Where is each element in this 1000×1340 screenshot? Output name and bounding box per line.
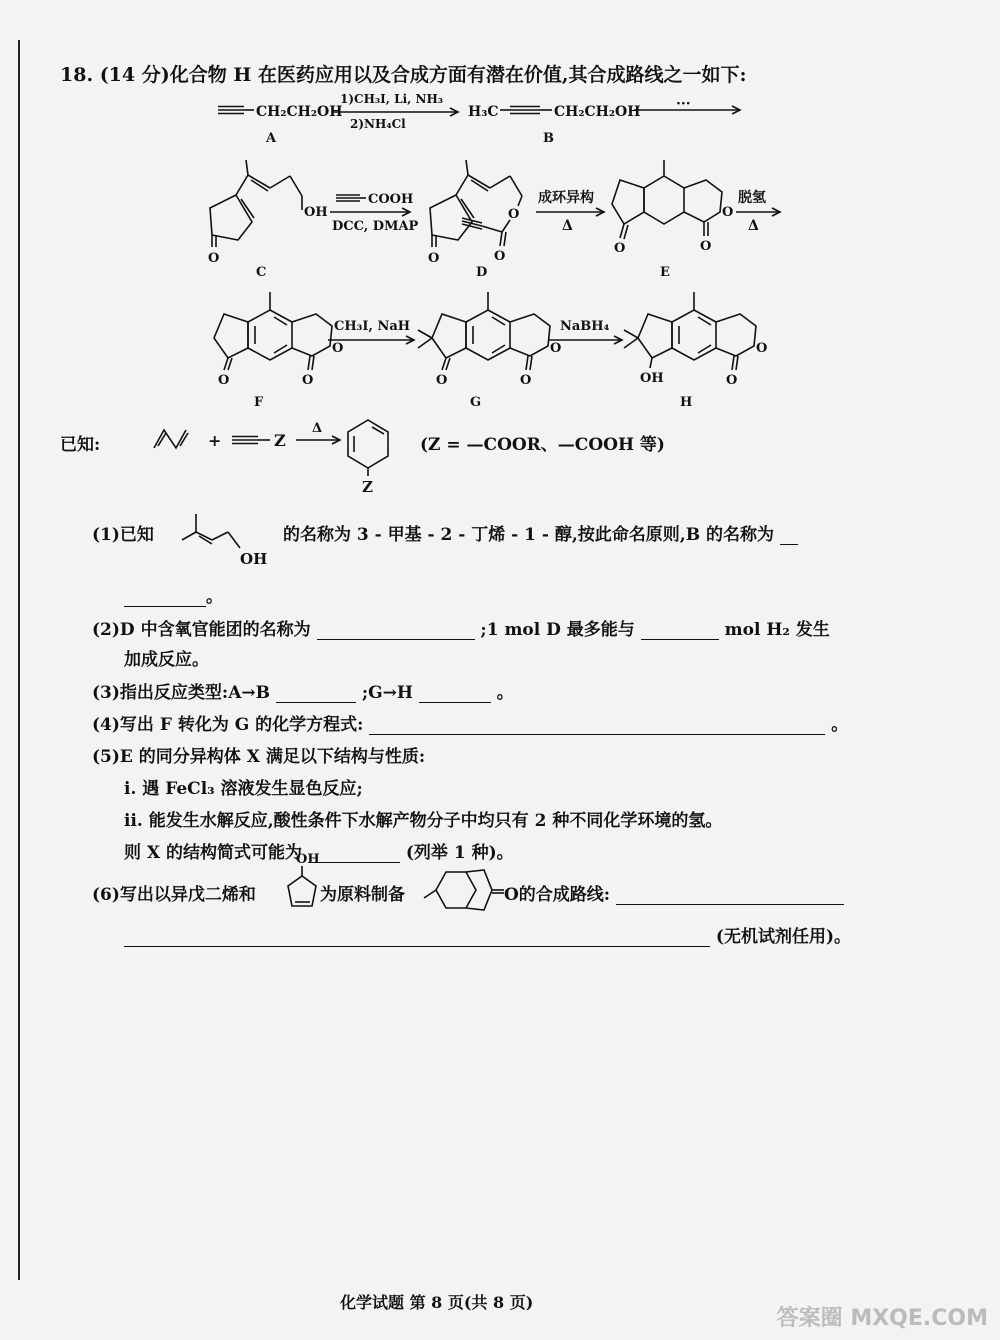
q5-text-a: (5)E 的同分异构体 X 满足以下结构与性质: [92,747,426,767]
compound-D [428,160,522,280]
q1-answer-blank-b[interactable] [124,588,206,607]
A-substituent: CH₂CH₂OH [256,104,343,120]
label-H: H [680,395,693,410]
q6-line-2 [124,922,851,947]
q1-intro: (1)已知 [92,525,154,545]
q3-answer-blank-1[interactable] [276,684,356,703]
q1-answer-line [124,582,223,607]
D-ester-O: O [508,207,520,222]
E-ketone-O: O [614,241,626,256]
arrow-A-B [332,92,458,131]
reagent-A-B-top: 1)CH₃I, Li, NH₃ [340,92,444,106]
q4-line [92,710,848,735]
reagent-G-H: NaBH₄ [560,319,610,334]
label-G: G [470,395,482,410]
q1-answer-blank-a[interactable] [780,526,798,545]
F-ring-O: O [332,341,344,356]
D-carbonyl-O: O [494,249,506,264]
q6-text-a: (6)写出以异戊二烯和 [92,885,256,905]
reagent-D-E-bottom: Δ [562,218,573,234]
q3-text-a: (3)指出反应类型:A→B [92,683,270,703]
H-lactone-O: O [726,373,738,388]
q2-text-a: (2)D 中含氧官能团的名称为 [92,620,311,640]
q2-text-c: mol H₂ 发生 [724,620,830,640]
q4-text-b: 。 [831,715,849,735]
q6-text-b: 为原料制备 [320,885,405,905]
q3-line [92,678,514,703]
q6-answer-blank-2[interactable] [124,928,710,947]
q2-text-b: ;1 mol D 最多能与 [480,620,635,640]
known-prefix: 已知: [60,435,101,455]
reagent-F-G: CH₃I, NaH [334,319,411,334]
arrow-F-G [328,319,414,344]
compound-H [624,292,767,410]
q6-answer-blank-1[interactable] [616,886,844,905]
question-number: 18. [60,64,94,86]
reagent-E-F-bottom: Δ [748,218,759,234]
H-OH: OH [640,371,664,386]
label-E: E [660,265,670,280]
C-O: O [208,251,220,266]
arrow-B-next [634,96,740,114]
q1-question: 的名称为 3 - 甲基 - 2 - 丁烯 - 1 - 醇,按此命名原则,B 的名称为 [283,525,774,545]
label-D: D [476,265,488,280]
q6-cyclopentenol [288,866,316,906]
q5-answer-blank[interactable] [308,844,400,863]
known-delta: Δ [312,421,323,436]
known-plus: + [208,431,222,450]
known-Z: Z [274,431,286,450]
q4-text-a: (4)写出 F 转化为 G 的化学方程式: [92,715,364,735]
G-lactone-O: O [520,373,532,388]
q2-answer-blank-2[interactable] [641,621,719,640]
compound-E [612,160,733,280]
q4-answer-blank[interactable] [369,716,825,735]
q3-text-b: ;G→H [361,683,413,703]
G-ketone-O: O [436,373,448,388]
q5-condition-i: ⅰ. 遇 FeCl₃ 溶液发生显色反应; [124,779,363,799]
q3-answer-blank-2[interactable] [419,684,491,703]
q2-line [92,615,830,640]
reagent-E-F-top: 脱氢 [738,190,766,206]
label-F: F [254,395,264,410]
known-note: (Z = —COOR、—COOH 等) [420,435,665,455]
label-C: C [256,265,267,280]
watermark-logo: 答案圈 MXQE.COM [776,1306,988,1331]
arrow-C-D [330,192,419,234]
q1-oh: OH [240,550,268,568]
reagent-D-E-top: 成环异构 [538,190,594,206]
compound-C [208,160,328,280]
q5-condition-ii: ⅱ. 能发生水解反应,酸性条件下水解产物分子中均只有 2 种不同化学环境的氢。 [124,811,723,831]
q1-structure [182,514,240,548]
known-reaction [154,420,388,496]
ellipsis: ··· [676,96,691,112]
E-ring-O: O [722,205,734,220]
q5-text-d: (列举 1 种)。 [405,843,514,863]
arrow-D-E [536,189,604,234]
compound-G [418,292,561,410]
compound-A [218,104,342,146]
label-B: B [543,131,554,146]
reagent-A-B-bottom: 2)NH₄Cl [350,117,406,131]
G-ring-O: O [550,341,562,356]
F-ketone-O: O [218,373,230,388]
q2-answer-blank-1[interactable] [317,621,475,640]
compound-F [214,292,343,410]
q1-end: 。 [206,587,223,607]
label-A: A [266,131,277,146]
reagent-C-D-top: COOH [368,192,414,207]
F-lactone-O: O [302,373,314,388]
reagent-C-D-bottom: DCC, DMAP [332,219,419,234]
page-footer: 化学试题 第 8 页(共 8 页) [340,1293,534,1312]
B-substituent: CH₂CH₂OH [554,104,641,120]
q6-line-1 [504,880,844,905]
known-product-Z: Z [362,478,373,496]
q6-target [424,870,504,910]
question-stem: (14 分)化合物 H 在医药应用以及合成方面有潜在价值,其合成路线之一如下: [99,64,747,86]
q2-text-d: 加成反应。 [124,650,209,670]
q3-text-c: 。 [496,683,514,703]
q6-text-c: O的合成路线: [504,885,611,905]
H-ring-O: O [756,341,768,356]
q6-text-d: (无机试剂任用)。 [715,927,852,947]
C-OH: OH [304,205,328,220]
q5-text-c: 则 X 的结构简式可能为 [124,843,303,863]
B-prefix: H₃C [468,104,499,120]
D-ketone-O: O [428,251,440,266]
compound-B [468,104,640,146]
E-lactone-O: O [700,239,712,254]
q6-oh: OH [296,852,320,867]
arrow-E-F [736,189,780,234]
arrow-G-H [548,319,622,344]
q1-text [283,520,798,545]
